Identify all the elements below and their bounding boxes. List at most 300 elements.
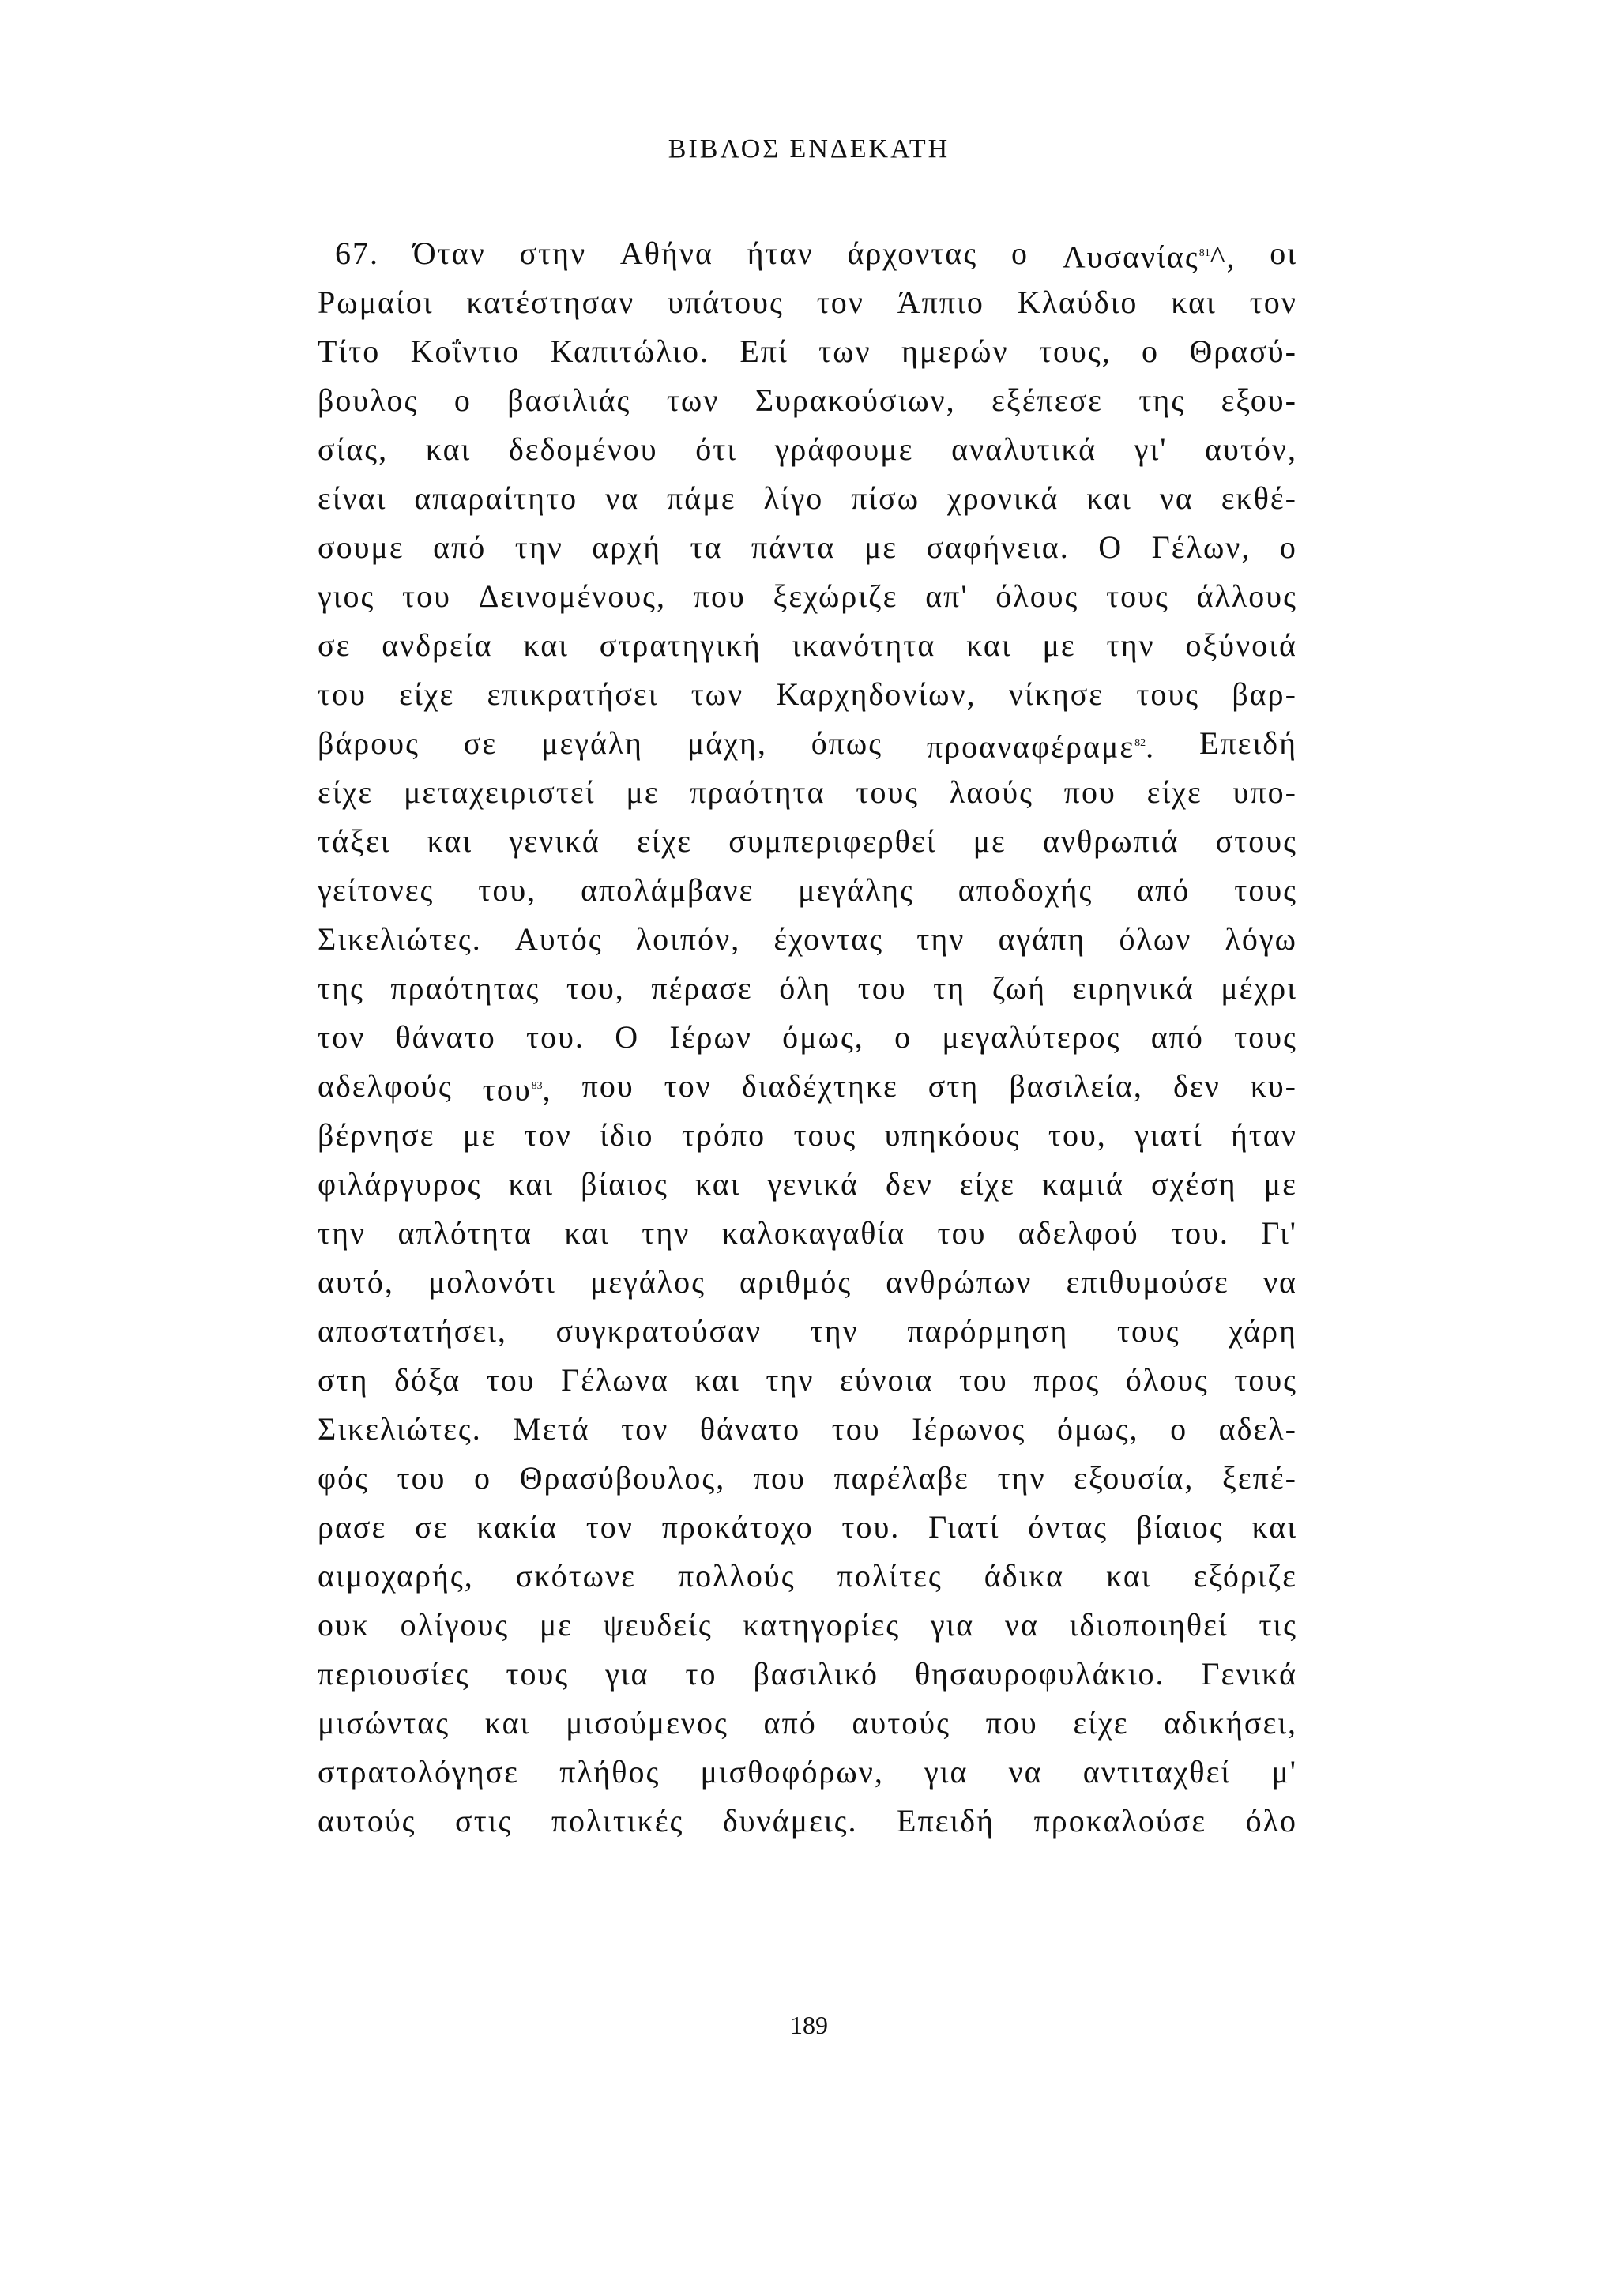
word: είχε — [399, 676, 455, 712]
word: αντιταχθεί — [1082, 1754, 1232, 1790]
word: δεδομένου — [508, 431, 658, 467]
word: την — [318, 1215, 367, 1251]
word: του. — [526, 1019, 585, 1055]
text-line — [318, 1405, 1297, 1454]
word: παρέλαβε — [833, 1460, 969, 1496]
word: για — [930, 1607, 975, 1643]
word: τον — [664, 1068, 712, 1104]
word: Ρωμαίοι — [318, 284, 434, 320]
word: προς — [1033, 1362, 1101, 1398]
word: και — [523, 627, 569, 663]
word: ο — [1010, 235, 1029, 271]
word: τα — [690, 529, 723, 565]
word: είχε — [318, 774, 374, 810]
word: που — [985, 1705, 1038, 1741]
word: στη — [928, 1068, 980, 1104]
word: και — [427, 823, 473, 859]
word: Ιέρων — [669, 1019, 752, 1055]
word: Επειδή — [1199, 725, 1297, 761]
word: τον — [1249, 284, 1297, 320]
word: είχε — [1073, 1705, 1129, 1741]
word: διαδέχτηκε — [741, 1068, 898, 1104]
text-line — [318, 1013, 1297, 1062]
word: με — [626, 774, 660, 810]
text-line — [318, 1699, 1297, 1748]
word: σουμε — [318, 529, 404, 565]
word: υπηκόους — [884, 1117, 1021, 1153]
word: σαφήνεια. — [926, 529, 1070, 565]
word: σκότωνε — [515, 1558, 636, 1594]
word: κακία — [476, 1509, 558, 1545]
word: με — [973, 823, 1007, 859]
word: θάνατο — [699, 1411, 801, 1447]
word: αδικήσει, — [1164, 1705, 1297, 1741]
word: Άππιο — [897, 284, 984, 320]
word: καλοκαγαθία — [721, 1215, 906, 1251]
text-line — [318, 1160, 1297, 1209]
word: Σικελιώτες. — [318, 1411, 482, 1447]
word: και — [966, 627, 1012, 663]
word: όμως, — [1056, 1411, 1139, 1447]
word: Κοΐντιο — [410, 333, 521, 369]
text-line — [318, 1748, 1297, 1797]
word: είχε — [1146, 774, 1202, 810]
word: Σικελιώτες. — [318, 921, 482, 957]
word: να — [1262, 1264, 1297, 1300]
word: πολιτικές — [551, 1803, 684, 1839]
word: τους — [1116, 1313, 1180, 1349]
word: του — [402, 578, 451, 614]
word: την — [997, 1460, 1046, 1496]
text-line — [318, 1552, 1297, 1601]
word: των — [818, 333, 871, 369]
text-line — [318, 1209, 1297, 1258]
word: από — [433, 529, 487, 565]
word: εξου- — [1221, 382, 1297, 418]
word: Αυτός — [514, 921, 603, 957]
word: αριθμός — [739, 1264, 852, 1300]
text-line — [318, 621, 1297, 670]
word: τους, — [1038, 333, 1112, 369]
word: συγκρατούσαν — [555, 1313, 762, 1349]
word: αδελφούς — [318, 1068, 453, 1104]
word: ανθρωπιά — [1043, 823, 1180, 859]
word: Μετά — [513, 1411, 590, 1447]
word: και — [694, 1166, 741, 1202]
word: απλότητα — [397, 1215, 533, 1251]
word: στην — [519, 235, 587, 271]
word: ανδρεία — [382, 627, 493, 663]
word: υπο- — [1232, 774, 1297, 810]
word: όλων — [1119, 921, 1192, 957]
word: ο — [1142, 333, 1160, 369]
footnote-marker: 83 — [531, 1080, 543, 1092]
word: την — [810, 1313, 859, 1349]
word: πάμε — [667, 480, 736, 516]
word: Καρχηδονίων, — [776, 676, 976, 712]
word: τους — [506, 1656, 570, 1692]
word: μ' — [1271, 1754, 1297, 1790]
text-line — [318, 915, 1297, 964]
word: και — [484, 1705, 531, 1741]
word: δεν — [1172, 1068, 1221, 1104]
word: να — [1008, 1754, 1043, 1790]
page-number: 189 — [790, 2011, 828, 2039]
word: Συρακούσιων, — [754, 382, 956, 418]
text-line — [318, 817, 1297, 866]
word: τη — [933, 970, 966, 1006]
word: Θρασύ- — [1189, 333, 1297, 369]
word: του — [937, 1215, 987, 1251]
word: ήταν — [1230, 1117, 1297, 1153]
word: βάρους — [318, 725, 420, 761]
word: από — [1150, 1019, 1204, 1055]
word: του — [486, 1362, 536, 1398]
word: Επί — [739, 333, 788, 369]
word: είχε — [636, 823, 693, 859]
word: ικανότητα — [792, 627, 936, 663]
word: αγάπη — [998, 921, 1086, 957]
text-line — [318, 1062, 1297, 1111]
word: μεταχειριστεί — [403, 774, 596, 810]
text-line — [318, 376, 1297, 425]
word: όντας — [1028, 1509, 1108, 1545]
word: λίγο — [763, 480, 824, 516]
word: στρατηγική — [599, 627, 762, 663]
word: να — [1159, 480, 1194, 516]
text-line — [318, 719, 1297, 768]
word: του, — [1048, 1117, 1107, 1153]
word: στη — [318, 1362, 369, 1398]
word: Δεινομένους, — [478, 578, 667, 614]
word: με — [1042, 627, 1076, 663]
word: Κλαύδιο — [1017, 284, 1138, 320]
word: και — [425, 431, 472, 467]
word: και — [508, 1166, 555, 1202]
word: με — [539, 1607, 574, 1643]
word: τους — [1136, 676, 1200, 712]
text-line — [318, 670, 1297, 719]
word: τον — [621, 1411, 669, 1447]
word: σίας, — [318, 431, 389, 467]
word: που — [753, 1460, 806, 1496]
word: ρασε — [318, 1509, 387, 1545]
word: με — [462, 1117, 497, 1153]
word: αναλυτικά — [951, 431, 1097, 467]
word: ημερών — [901, 333, 1009, 369]
word: του$^{83}$, — [482, 1071, 552, 1108]
body-text — [318, 229, 1297, 1846]
word: εύνοια — [839, 1362, 934, 1398]
word: πέρασε — [651, 970, 753, 1006]
word: προκαλούσε — [1033, 1803, 1207, 1839]
word: ειρηνικά — [1072, 970, 1195, 1006]
word: και — [1086, 480, 1132, 516]
text-line — [318, 964, 1297, 1013]
text-line — [318, 572, 1297, 621]
word: λοιπόν, — [635, 921, 741, 957]
word: στις — [455, 1803, 513, 1839]
word: πλήθος — [559, 1754, 660, 1790]
text-line — [318, 278, 1297, 327]
word: λαούς — [949, 774, 1033, 810]
word: είναι — [318, 480, 387, 516]
word: όμως, — [782, 1019, 864, 1055]
word: στρατολόγησε — [318, 1754, 519, 1790]
word: Καπιτώλιο. — [550, 333, 709, 369]
word: προκάτοχο — [661, 1509, 814, 1545]
word: κυ- — [1250, 1068, 1297, 1104]
word: Γέλωνα — [561, 1362, 669, 1398]
word: μεγάλη — [541, 725, 643, 761]
word: γιατί — [1134, 1117, 1203, 1153]
word: τους — [1106, 578, 1169, 614]
word: πολίτες — [837, 1558, 943, 1594]
word: του. — [841, 1509, 901, 1545]
word: μολονότι — [427, 1264, 556, 1300]
word: έχοντας — [773, 921, 884, 957]
word: χρονικά — [947, 480, 1059, 516]
word: τους — [856, 774, 920, 810]
word: του, — [478, 872, 537, 908]
word: ο — [1279, 529, 1297, 565]
word: γι' — [1134, 431, 1168, 467]
word: Ιέρωνος — [912, 1411, 1026, 1447]
word: ίδιο — [600, 1117, 654, 1153]
word: εξουσία, — [1074, 1460, 1195, 1496]
word: απολάμβανε — [581, 872, 754, 908]
word: συμπεριφερθεί — [728, 823, 937, 859]
word: περιουσίες — [318, 1656, 470, 1692]
word: τον — [585, 1509, 634, 1545]
word: αδελφού — [1018, 1215, 1139, 1251]
text-line — [318, 1454, 1297, 1503]
word: δεν — [885, 1166, 933, 1202]
word: αποδοχής — [958, 872, 1093, 908]
word: σχέση — [1151, 1166, 1237, 1202]
word: μέχρι — [1221, 970, 1297, 1006]
word: αυτόν, — [1205, 431, 1297, 467]
word: Γι' — [1261, 1215, 1297, 1251]
word: δυνάμεις. — [722, 1803, 858, 1839]
word: εξέπεσε — [991, 382, 1103, 418]
word: που — [693, 578, 746, 614]
word: επικρατήσει — [487, 676, 659, 712]
word: πραότητα — [690, 774, 826, 810]
text-line — [318, 1307, 1297, 1356]
word: τον — [318, 1019, 366, 1055]
word: μάχη, — [687, 725, 767, 761]
text-line — [318, 768, 1297, 817]
word: ζωή — [991, 970, 1047, 1006]
word: μισούμενος — [566, 1705, 728, 1741]
word: όλο — [1245, 1803, 1297, 1839]
word: Ο — [615, 1019, 640, 1055]
word: της — [318, 970, 364, 1006]
word: σε — [415, 1509, 449, 1545]
word: ολίγους — [400, 1607, 510, 1643]
word: των — [690, 676, 744, 712]
word: φιλάργυρος — [318, 1166, 482, 1202]
text-line — [318, 474, 1297, 523]
word: αποστατήσει, — [318, 1313, 507, 1349]
text-line — [318, 229, 1297, 278]
word: τάξει — [318, 823, 391, 859]
word: την — [916, 921, 965, 957]
word: γενικά — [509, 823, 600, 859]
word: δόξα — [394, 1362, 461, 1398]
word: Επειδή — [897, 1803, 995, 1839]
word: ο — [474, 1460, 492, 1496]
word: του. — [1171, 1215, 1229, 1251]
text-line — [318, 523, 1297, 572]
word: ότι — [695, 431, 738, 467]
word: αιμοχαρής, — [318, 1558, 474, 1594]
word: γείτονες — [318, 872, 435, 908]
word: βασιλικό — [753, 1656, 879, 1692]
word: τους — [1234, 1362, 1297, 1398]
word: τον — [816, 284, 864, 320]
word: εξόριζε — [1193, 1558, 1297, 1594]
running-head: ΒΙΒΛΟΣ ΕΝΔΕΚΑΤΗ — [668, 134, 950, 164]
word: ανθρώπων — [886, 1264, 1033, 1300]
word: με — [1263, 1166, 1297, 1202]
word: στους — [1215, 823, 1297, 859]
word: του — [831, 1411, 881, 1447]
text-line — [318, 1601, 1297, 1650]
word: θάνατο — [395, 1019, 496, 1055]
word: με — [864, 529, 898, 565]
word: του — [397, 1460, 446, 1496]
word: και — [1171, 284, 1217, 320]
word: Γιατί — [928, 1509, 1000, 1545]
word: αδελ- — [1218, 1411, 1297, 1447]
word: για — [605, 1656, 649, 1692]
word: τους — [1234, 872, 1297, 908]
word: βαρ- — [1232, 676, 1297, 712]
word: γενικά — [767, 1166, 859, 1202]
text-line — [318, 1503, 1297, 1552]
word: μεγαλύτερος — [942, 1019, 1121, 1055]
text-line — [318, 1650, 1297, 1699]
word: να — [1004, 1607, 1039, 1643]
word: νίκησε — [1008, 676, 1104, 712]
word: μεγάλος — [589, 1264, 706, 1300]
word: και — [564, 1215, 610, 1251]
word: φός — [318, 1460, 369, 1496]
word: τρόπο — [681, 1117, 766, 1153]
word: ο — [894, 1019, 912, 1055]
word: μισώντας — [318, 1705, 450, 1741]
word: το — [685, 1656, 717, 1692]
word: των — [666, 382, 720, 418]
word: ξεπέ- — [1222, 1460, 1297, 1496]
word: γράφουμε — [774, 431, 914, 467]
word: λόγω — [1225, 921, 1297, 957]
word: πολλούς — [677, 1558, 796, 1594]
text-line — [318, 1356, 1297, 1405]
word: Όταν — [412, 235, 486, 271]
word: και — [694, 1362, 740, 1398]
word: ο — [1170, 1411, 1188, 1447]
word: παρόρμηση — [907, 1313, 1069, 1349]
word: προαναφέραμε$^{82}$. — [926, 728, 1156, 765]
word: από — [763, 1705, 817, 1741]
word: βίαιος — [581, 1166, 668, 1202]
word: που — [1063, 774, 1116, 810]
word: σε — [318, 627, 352, 663]
word: για — [924, 1754, 969, 1790]
word: υπάτους — [668, 284, 784, 320]
word: να — [605, 480, 640, 516]
word: μεγάλης — [798, 872, 914, 908]
word: του, — [566, 970, 625, 1006]
text-line — [318, 327, 1297, 376]
word: πίσω — [851, 480, 920, 516]
word: ο — [453, 382, 472, 418]
text-line — [318, 1797, 1297, 1846]
word: εκθέ- — [1221, 480, 1297, 516]
word: ήταν — [747, 235, 814, 271]
text-line — [318, 425, 1297, 474]
word: ξεχώριζε — [773, 578, 898, 614]
word: την — [514, 529, 563, 565]
word: γιος — [318, 578, 375, 614]
word: βασιλεία, — [1009, 1068, 1143, 1104]
word: Γενικά — [1201, 1656, 1297, 1692]
text-line — [318, 1258, 1297, 1307]
word: μισθοφόρων, — [700, 1754, 884, 1790]
word: από — [1137, 872, 1191, 908]
paragraph-number: 67. — [335, 235, 379, 271]
word: Αθήνα — [619, 235, 713, 271]
word: είχε — [959, 1166, 1015, 1202]
text-line — [318, 1111, 1297, 1160]
word: Γέλων, — [1151, 529, 1251, 565]
word: κατηγορίες — [743, 1607, 901, 1643]
word: χάρη — [1229, 1313, 1297, 1349]
word: Λυσανίας$^{81}$^, — [1062, 239, 1236, 275]
word: τους — [793, 1117, 857, 1153]
word: πάντα — [751, 529, 836, 565]
word: επιθυμούσε — [1066, 1264, 1229, 1300]
word: αυτούς — [852, 1705, 950, 1741]
word: θησαυροφυλάκιο. — [914, 1656, 1165, 1692]
word: τους — [1234, 1019, 1297, 1055]
text-line — [318, 866, 1297, 915]
word: την — [642, 1215, 690, 1251]
word: καμιά — [1041, 1166, 1124, 1202]
word: όλους — [995, 578, 1079, 614]
word: του — [857, 970, 907, 1006]
word: σε — [463, 725, 498, 761]
word: αρχή — [592, 529, 661, 565]
word: άρχοντας — [847, 235, 978, 271]
word: που — [581, 1068, 634, 1104]
word: τον — [524, 1117, 572, 1153]
word: την — [1106, 627, 1155, 663]
word: άλλους — [1196, 578, 1297, 614]
word: ιδιοποιηθεί — [1069, 1607, 1229, 1643]
word: και — [1106, 1558, 1152, 1594]
word: Τίτο — [318, 333, 381, 369]
word: όλους — [1125, 1362, 1209, 1398]
word: του — [318, 676, 367, 712]
footnote-marker: 82 — [1134, 737, 1146, 749]
word: ψευδείς — [603, 1607, 713, 1643]
word: πραότητας — [390, 970, 540, 1006]
word: απ' — [925, 578, 969, 614]
